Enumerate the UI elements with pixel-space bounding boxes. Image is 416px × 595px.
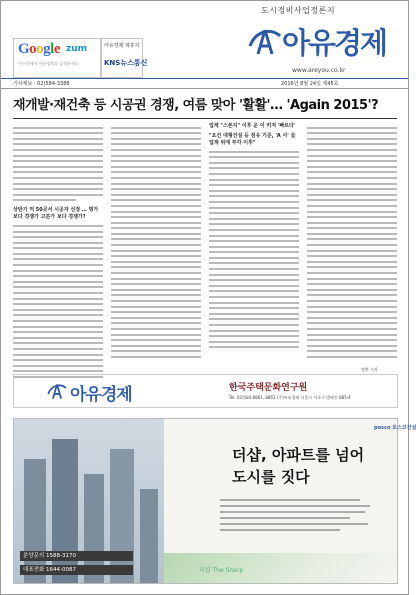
main-headline: 재개발·재건축 등 시공권 경쟁, 여름 맞아 '활활'… 'Again 2015'?	[13, 98, 379, 113]
headline-divider	[13, 118, 397, 119]
zum-logo: zum	[66, 44, 88, 54]
areyou-ad-title: 아유경제	[70, 385, 132, 405]
google-logo: Google	[18, 41, 61, 57]
article-byline: 정봉 기자	[361, 367, 378, 372]
issue-info: 2016년 8월 24일 제45호	[281, 81, 339, 87]
google-zum-ad[interactable]	[13, 38, 101, 78]
google-ad-sub: 인터넷에서 아유경제를 검색하세요	[18, 61, 79, 66]
banner-ad-row[interactable]	[13, 374, 398, 408]
article-column-2	[111, 123, 201, 362]
posco-brand: posco 포스코건설	[374, 425, 416, 431]
article-column-3	[209, 123, 299, 352]
article-column-4	[307, 123, 397, 362]
housing-institute-title: 한국주택문화연구원	[229, 383, 308, 393]
areyou-ad-logo-icon	[47, 381, 67, 401]
ad-city-photo	[14, 419, 164, 583]
article-subhead: 업계 "스폰지" 이후 운 이 커져 '빠르다'	[209, 123, 296, 129]
tip-phone: 기사제보 : 02)584-3388	[13, 81, 70, 87]
housing-institute-contact: Tel. 02)584-8861, 8862 (주)아유경제 서울시 서초구 방배동 885-4	[229, 395, 351, 400]
sales-phone: 분양문의 1588-3170	[20, 551, 133, 561]
masthead-info-bar	[1, 78, 408, 89]
article-subhead: "요건 대형건설 등 점유 기준, 'A 사' 들 업계 위에 부각 이후"	[209, 133, 296, 146]
kns-ad[interactable]	[101, 38, 148, 78]
masthead-url[interactable]: www.areyou.co.kr	[292, 67, 346, 74]
areyou-logo-icon	[248, 24, 282, 58]
the-sharp-brand: 더샵 The Sharp	[199, 567, 244, 574]
ad-slogan-line-2: 도시를 짓다	[232, 468, 310, 486]
masthead-title: 아유경제	[282, 26, 387, 60]
posco-the-sharp-ad[interactable]	[13, 418, 416, 584]
kns-ad-label: 아유경제 제휴지	[104, 43, 140, 49]
kns-logo: KNS뉴스통신	[104, 59, 148, 67]
masthead-tagline: 도시정비사업정론지	[261, 6, 336, 15]
ad-slogan-line-1: 더샵, 아파트를 넘어	[232, 446, 365, 464]
article-subhead: 상반기 억 50곳서 시공자 선정 … 명가 보다 경쟁가 고분가 보다 경쟁가?	[13, 207, 99, 221]
article-column-1	[13, 123, 103, 382]
main-phone: 대표전화 1644-0087	[20, 565, 133, 575]
